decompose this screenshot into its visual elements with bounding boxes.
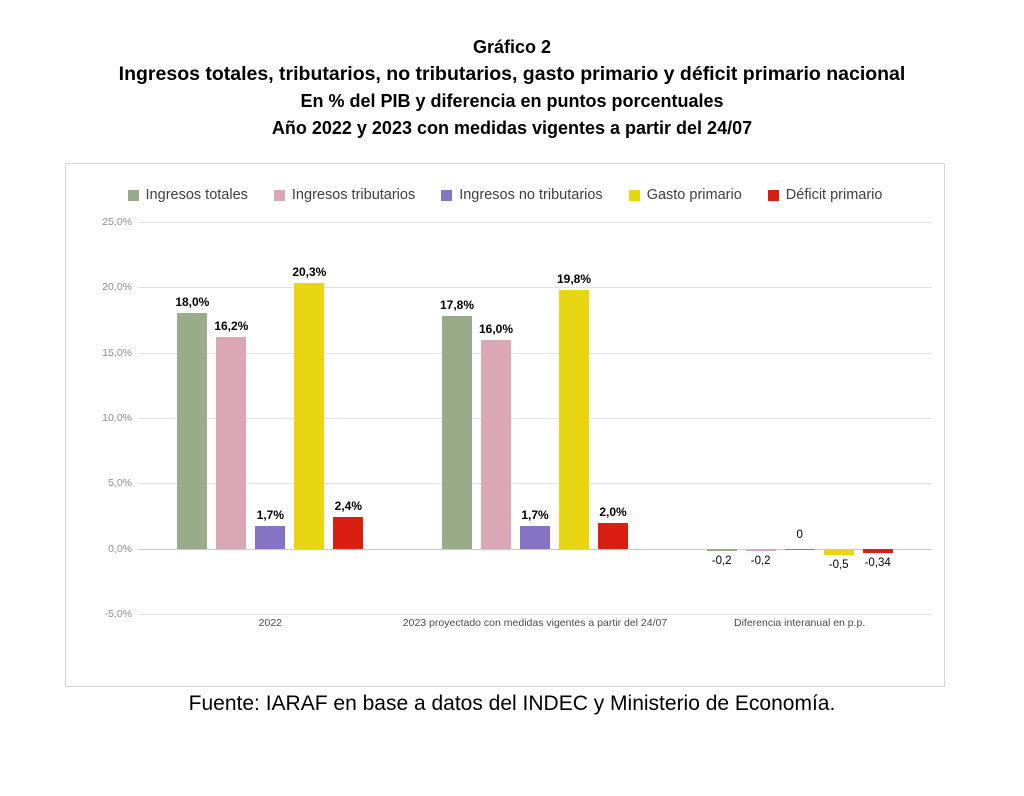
legend-label: Ingresos totales xyxy=(145,187,248,203)
bar-value-label: 1,7% xyxy=(256,508,285,523)
legend-swatch-icon xyxy=(629,190,640,201)
y-axis-tick-label: 15,0% xyxy=(102,346,132,359)
y-axis-tick-label: 10,0% xyxy=(102,412,132,424)
x-axis-category-label: Diferencia interanual en p.p. xyxy=(733,617,866,629)
bar[interactable] xyxy=(333,517,363,548)
bar[interactable] xyxy=(255,526,285,548)
x-axis-category-labels xyxy=(138,616,932,660)
legend-swatch-icon xyxy=(768,190,779,201)
legend-label: Déficit primario xyxy=(785,187,883,203)
legend-swatch-icon xyxy=(274,190,285,201)
chart-container xyxy=(65,163,945,687)
bar-value-label: 2,4% xyxy=(334,499,363,514)
y-axis-tick-label: 20,0% xyxy=(102,281,132,294)
bars-layer xyxy=(138,222,932,614)
bar-value-label: -0,34 xyxy=(864,557,891,570)
bar[interactable] xyxy=(177,313,207,548)
chart-plot-area xyxy=(102,216,932,620)
title-line-1: Gráfico 2 xyxy=(472,37,552,57)
y-axis-tick-label: 0,0% xyxy=(108,542,132,555)
bar[interactable] xyxy=(707,549,737,552)
bar-value-label: 20,3% xyxy=(292,265,327,280)
legend-item[interactable] xyxy=(629,187,742,203)
legend-item[interactable] xyxy=(128,187,248,203)
legend-item[interactable] xyxy=(274,187,415,203)
title-line-3: En % del PIB y diferencia en puntos porcentuales xyxy=(300,91,724,111)
bar-value-label: -0,5 xyxy=(828,559,849,572)
bar-value-label: -0,2 xyxy=(711,555,732,568)
legend-item[interactable] xyxy=(441,187,602,203)
y-axis-tick-label: 25,0% xyxy=(102,216,132,228)
source-note: Fuente: IARAF en base a datos del INDEC y Ministerio de Economía. xyxy=(188,692,836,715)
title-line-4: Año 2022 y 2023 con medidas vigentes a partir del 24/07 xyxy=(271,118,753,138)
bar[interactable] xyxy=(559,290,589,549)
legend-item[interactable] xyxy=(768,187,883,203)
bar-value-label: 16,2% xyxy=(214,318,249,333)
bar[interactable] xyxy=(598,523,628,549)
bar[interactable] xyxy=(863,549,893,553)
bar-value-label: 17,8% xyxy=(439,298,475,313)
gridline xyxy=(138,614,932,615)
bar[interactable] xyxy=(294,283,324,548)
bar-value-label: -0,2 xyxy=(750,555,771,568)
legend-label: Gasto primario xyxy=(646,187,742,203)
bar[interactable] xyxy=(746,549,776,552)
bar[interactable] xyxy=(520,526,550,548)
title-line-2: Ingresos totales, tributarios, no tributarios, gasto primario y déficit primario nacional xyxy=(118,63,906,85)
bar[interactable] xyxy=(824,549,854,556)
bar-value-label: 0 xyxy=(796,528,803,541)
legend-swatch-icon xyxy=(441,190,452,201)
bar[interactable] xyxy=(216,337,246,549)
x-axis-category-label: 2023 proyectado con medidas vigentes a partir del 24/07 xyxy=(402,617,668,629)
legend-swatch-icon xyxy=(128,190,139,201)
bar-value-label: 1,7% xyxy=(521,508,549,523)
y-axis-tick-label: 5,0% xyxy=(108,477,132,490)
page-title xyxy=(0,0,1024,142)
y-axis-tick-label: -5,0% xyxy=(104,608,132,620)
bar[interactable] xyxy=(442,316,472,549)
x-axis-category-label: 2022 xyxy=(258,617,282,629)
legend-label: Ingresos tributarios xyxy=(291,187,416,203)
chart-legend xyxy=(66,187,944,203)
bar-value-label: 2,0% xyxy=(599,504,627,519)
legend-label: Ingresos no tributarios xyxy=(459,187,603,203)
bar-value-label: 18,0% xyxy=(175,295,210,310)
y-axis xyxy=(76,216,132,620)
bar[interactable] xyxy=(481,340,511,549)
bar-value-label: 19,8% xyxy=(556,271,592,286)
bar-value-label: 16,0% xyxy=(478,321,514,336)
bar[interactable] xyxy=(785,549,815,551)
